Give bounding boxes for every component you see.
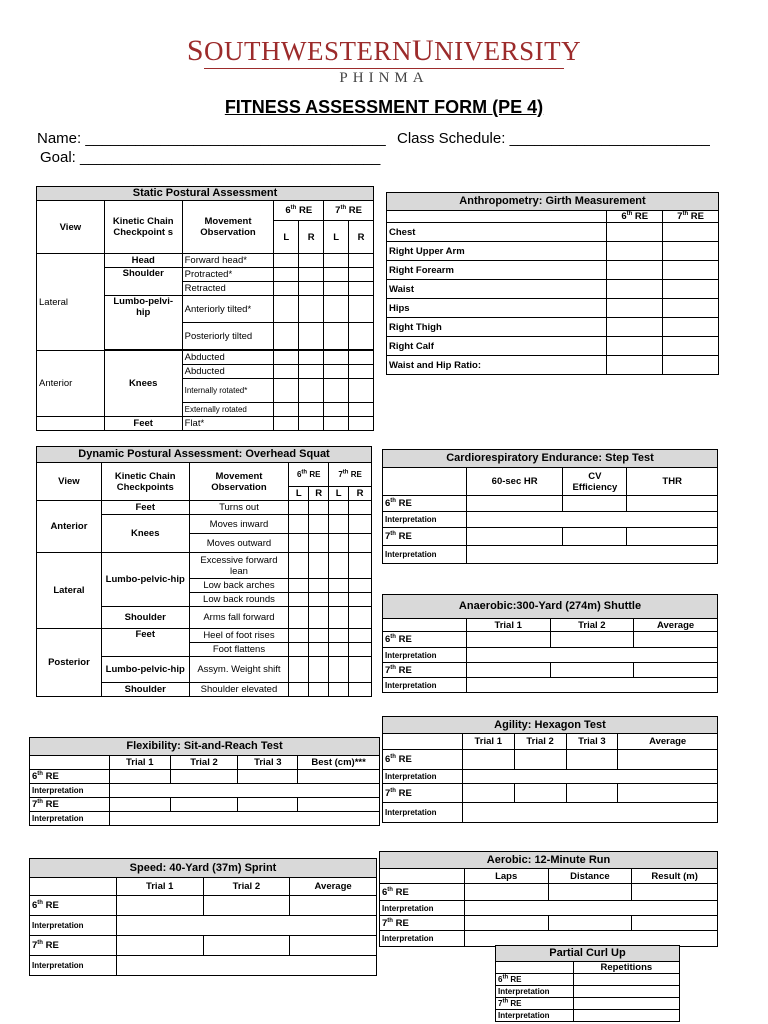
shuttle-caption: Anaerobic:300-Yard (274m) Shuttle — [383, 595, 718, 619]
step-header-thr: THR — [627, 468, 718, 496]
static-obs: Internally rotated* — [182, 379, 274, 403]
static-obs: Abducted — [182, 365, 274, 379]
row-interpretation: Interpretation — [30, 916, 117, 936]
dynamic-obs: Moves outward — [189, 534, 289, 553]
dynamic-view-lateral: Lateral — [37, 553, 102, 629]
dynamic-obs: Low back rounds — [189, 593, 289, 607]
header-average: Average — [634, 619, 718, 632]
dynamic-view-posterior: Posterior — [37, 629, 102, 697]
row-interpretation: Interpretation — [380, 901, 465, 916]
static-checkpoint-shoulder: Shoulder — [104, 268, 182, 296]
aerobic-caption: Aerobic: 12-Minute Run — [380, 852, 718, 869]
static-caption: Static Postural Assessment — [37, 187, 374, 201]
static-col-r: R — [349, 221, 374, 254]
row-6th-re: 6th RE — [380, 884, 465, 901]
static-postural-table — [36, 186, 374, 431]
aerobic-table — [379, 851, 718, 947]
flex-caption: Flexibility: Sit-and-Reach Test — [30, 738, 380, 756]
row-7th-re: 7th RE — [380, 916, 465, 931]
girth-header-7th: 7th RE — [663, 211, 719, 223]
class-schedule-label: Class Schedule: — [397, 130, 506, 147]
static-view-lateral: Lateral — [37, 254, 105, 351]
dynamic-col-l: L — [329, 487, 349, 501]
dynamic-checkpoint-lumbo: Lumbo-pelvic-hip — [101, 657, 189, 683]
name-label: Name: — [37, 130, 82, 147]
row-7th-re: 7th RE — [383, 528, 467, 546]
dynamic-header-7th-re: 7th RE — [329, 463, 372, 487]
dynamic-checkpoint-shoulder: Shoulder — [101, 683, 189, 697]
dynamic-obs: Foot flattens — [189, 643, 289, 657]
row-interpretation: Interpretation — [496, 986, 574, 998]
girth-row-label: Right Calf — [387, 337, 607, 356]
dynamic-obs: Low back arches — [189, 579, 289, 593]
header-trial-2: Trial 2 — [203, 878, 290, 896]
speed-caption: Speed: 40-Yard (37m) Sprint — [30, 859, 377, 878]
header-average: Average — [290, 878, 377, 896]
dynamic-obs: Shoulder elevated — [189, 683, 289, 697]
static-obs: Protracted* — [182, 268, 274, 282]
dynamic-checkpoint-lumbo: Lumbo-pelvic-hip — [101, 553, 189, 607]
header-trial-1: Trial 1 — [109, 756, 170, 770]
dynamic-col-l: L — [289, 487, 309, 501]
dynamic-view-anterior: Anterior — [37, 501, 102, 553]
step-test-table — [382, 449, 718, 564]
dynamic-header-6th-re: 6th RE — [289, 463, 329, 487]
static-obs: Forward head* — [182, 254, 274, 268]
header-trial-2: Trial 2 — [170, 756, 238, 770]
university-logo — [0, 36, 768, 87]
static-col-l: L — [274, 221, 299, 254]
static-checkpoint-head: Head — [104, 254, 182, 268]
static-obs: Flat* — [182, 417, 274, 431]
girth-row-label: Right Forearm — [387, 261, 607, 280]
dynamic-header-movement: Movement Observation — [189, 463, 289, 501]
row-interpretation: Interpretation — [30, 956, 117, 976]
row-interpretation: Interpretation — [30, 784, 110, 798]
header-best: Best (cm)*** — [298, 756, 380, 770]
row-interpretation: Interpretation — [383, 678, 467, 693]
hexagon-caption: Agility: Hexagon Test — [383, 717, 718, 734]
header-trial-3: Trial 3 — [566, 734, 618, 750]
dynamic-postural-table — [36, 446, 372, 697]
static-checkpoint-feet: Feet — [104, 417, 182, 431]
curl-up-table — [495, 945, 680, 1022]
logo-wordmark: SOUTHWESTERNUNIVERSITY — [186, 34, 582, 67]
row-interpretation: Interpretation — [383, 803, 463, 823]
row-interpretation: Interpretation — [383, 648, 467, 663]
logo-subtitle: PHINMA — [339, 70, 429, 86]
row-7th-re: 7th RE — [496, 998, 574, 1010]
header-trial-1: Trial 1 — [466, 619, 550, 632]
dynamic-col-r: R — [349, 487, 372, 501]
row-6th-re: 6th RE — [496, 974, 574, 986]
dynamic-obs: Excessive forward lean — [189, 553, 289, 579]
dynamic-obs: Moves inward — [189, 515, 289, 534]
dynamic-checkpoint-feet: Feet — [101, 629, 189, 657]
flexibility-table — [29, 737, 380, 826]
dynamic-header-view: View — [37, 463, 102, 501]
static-checkpoint-lumbo: Lumbo-pelvi-hip — [104, 296, 182, 350]
shuttle-table — [382, 594, 718, 693]
dynamic-obs: Heel of foot rises — [189, 629, 289, 643]
row-interpretation: Interpretation — [30, 812, 110, 826]
dynamic-checkpoint-shoulder: Shoulder — [101, 607, 189, 629]
header-distance: Distance — [548, 869, 632, 884]
speed-table — [29, 858, 377, 976]
header-average: Average — [618, 734, 718, 750]
girth-row-label: Right Upper Arm — [387, 242, 607, 261]
header-laps: Laps — [464, 869, 548, 884]
girth-row-label: Chest — [387, 223, 607, 242]
static-checkpoint-knees: Knees — [104, 351, 182, 417]
static-obs: Abducted — [182, 351, 274, 365]
header-repetitions: Repetitions — [573, 962, 679, 974]
step-header-hr: 60-sec HR — [466, 468, 563, 496]
step-header-cv: CV Efficiency — [563, 468, 627, 496]
static-header-6th-re: 6th RE — [274, 201, 324, 221]
dynamic-obs: Assym. Weight shift — [189, 657, 289, 683]
girth-caption: Anthropometry: Girth Measurement — [387, 193, 719, 211]
girth-row-label: Right Thigh — [387, 318, 607, 337]
static-obs: Posteriorly tilted — [182, 323, 274, 350]
dynamic-header-kinetic: Kinetic Chain Checkpoints — [101, 463, 189, 501]
row-interpretation: Interpretation — [383, 512, 467, 528]
row-interpretation: Interpretation — [380, 931, 465, 947]
static-col-r: R — [299, 221, 324, 254]
static-header-movement: Movement Observation — [182, 201, 274, 254]
dynamic-checkpoint-knees: Knees — [101, 515, 189, 553]
girth-row-label: Waist — [387, 280, 607, 299]
static-obs: Retracted — [182, 282, 274, 296]
static-header-view: View — [37, 201, 105, 254]
header-trial-1: Trial 1 — [462, 734, 514, 750]
row-6th-re: 6th RE — [30, 770, 110, 784]
form-title: FITNESS ASSESSMENT FORM (PE 4) — [224, 97, 544, 117]
class-schedule-field[interactable]: Class Schedule: ________________________ — [397, 130, 710, 147]
row-7th-re: 7th RE — [383, 663, 467, 678]
static-header-kinetic: Kinetic Chain Checkpoint s — [104, 201, 182, 254]
static-obs: Anteriorly tilted* — [182, 296, 274, 323]
hexagon-table — [382, 716, 718, 823]
name-field[interactable]: Name: ____________________________________ — [37, 130, 386, 147]
row-interpretation: Interpretation — [383, 770, 463, 784]
row-6th-re: 6th RE — [383, 750, 463, 770]
girth-table — [386, 192, 719, 375]
header-trial-3: Trial 3 — [238, 756, 298, 770]
curl-caption: Partial Curl Up — [496, 946, 680, 962]
girth-row-label: Waist and Hip Ratio: — [387, 356, 607, 375]
header-result: Result (m) — [632, 869, 718, 884]
girth-row-label: Hips — [387, 299, 607, 318]
dynamic-checkpoint-feet: Feet — [101, 501, 189, 515]
row-6th-re: 6th RE — [383, 496, 467, 512]
static-view-anterior: Anterior — [37, 351, 105, 417]
dynamic-obs: Turns out — [189, 501, 289, 515]
dynamic-caption: Dynamic Postural Assessment: Overhead Squat — [37, 447, 372, 463]
step-caption: Cardiorespiratory Endurance: Step Test — [383, 450, 718, 468]
header-trial-2: Trial 2 — [514, 734, 566, 750]
row-7th-re: 7th RE — [30, 936, 117, 956]
static-obs: Externally rotated — [182, 403, 274, 417]
dynamic-col-r: R — [309, 487, 329, 501]
row-interpretation: Interpretation — [383, 546, 467, 564]
row-7th-re: 7th RE — [30, 798, 110, 812]
row-7th-re: 7th RE — [383, 784, 463, 803]
row-interpretation: Interpretation — [496, 1010, 574, 1022]
dynamic-obs: Arms fall forward — [189, 607, 289, 629]
row-6th-re: 6th RE — [30, 896, 117, 916]
logo-rule — [204, 68, 564, 69]
girth-header-6th: 6th RE — [607, 211, 663, 223]
static-col-l: L — [324, 221, 349, 254]
header-trial-2: Trial 2 — [550, 619, 634, 632]
static-header-7th-re: 7th RE — [324, 201, 374, 221]
goal-label: Goal: — [40, 149, 76, 166]
header-trial-1: Trial 1 — [116, 878, 203, 896]
goal-field[interactable]: Goal: ____________________________________ — [40, 149, 381, 166]
row-6th-re: 6th RE — [383, 632, 467, 648]
